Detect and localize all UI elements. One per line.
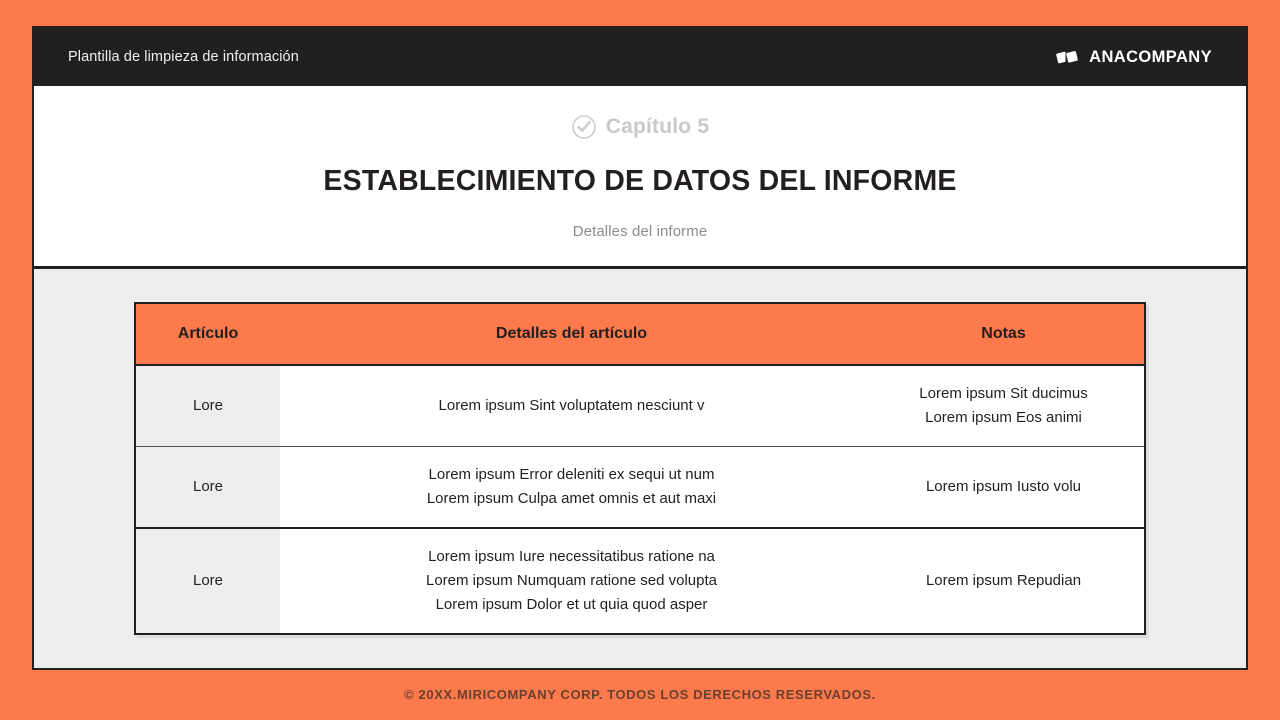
cell-details (280, 528, 863, 634)
report-data-table (134, 302, 1146, 635)
cell-line: Lorem ipsum Iure necessitatibus ratione na (428, 548, 715, 566)
cell-item: Lore (135, 365, 280, 447)
slide-header (34, 86, 1246, 269)
cell-line: Lorem ipsum Eos animi (925, 409, 1082, 427)
brand-name: ANACOMPANY (1089, 47, 1212, 66)
cell-line: Lorem ipsum Culpa amet omnis et aut maxi (426, 490, 717, 508)
cell-notes (863, 447, 1145, 529)
page-title: ESTABLECIMIENTO DE DATOS DEL INFORME (323, 165, 957, 197)
cell-item: Lore (135, 528, 280, 634)
cell-notes (863, 365, 1145, 447)
page-subtitle: Detalles del informe (572, 223, 708, 241)
topbar (34, 28, 1246, 86)
cell-details (280, 447, 863, 529)
copyright-text: © 20XX.MIRICOMPANY CORP. TODOS LOS DERECHOS RESERVADOS. (404, 687, 876, 702)
cell-details (280, 365, 863, 447)
cell-line: Lorem ipsum Sint voluptatem nesciunt v (438, 397, 705, 415)
column-header-details: Detalles del artículo (280, 303, 863, 365)
table-row (135, 528, 1145, 634)
cell-notes (863, 528, 1145, 634)
overlapping-diamonds-icon (1056, 48, 1082, 66)
slide-body (34, 269, 1246, 668)
column-header-notes: Notas (863, 303, 1145, 365)
cell-line: Lorem ipsum Dolor et ut quia quod asper (435, 596, 708, 614)
chapter-label-group (34, 114, 1246, 140)
table-row (135, 365, 1145, 447)
cell-line: Lorem ipsum Error deleniti ex sequi ut num (428, 466, 715, 484)
check-circle-icon (571, 114, 597, 140)
cell-item: Lore (135, 447, 280, 529)
cell-line: Lorem ipsum Repudian (925, 572, 1082, 590)
table-head (135, 303, 1145, 365)
chapter-label: Capítulo 5 (605, 115, 710, 138)
footer (0, 686, 1280, 704)
topbar-title: Plantilla de limpieza de información (68, 49, 299, 65)
table-row (135, 447, 1145, 529)
table-header-row (135, 303, 1145, 365)
cell-line: Lorem ipsum Sit ducimus (919, 385, 1088, 403)
table-body (135, 365, 1145, 634)
slide-card (32, 26, 1248, 670)
cell-line: Lorem ipsum Numquam ratione sed volupta (426, 572, 717, 590)
brand-logo (1056, 48, 1212, 67)
cell-line: Lorem ipsum Iusto volu (925, 478, 1082, 496)
column-header-item: Artículo (135, 303, 280, 365)
